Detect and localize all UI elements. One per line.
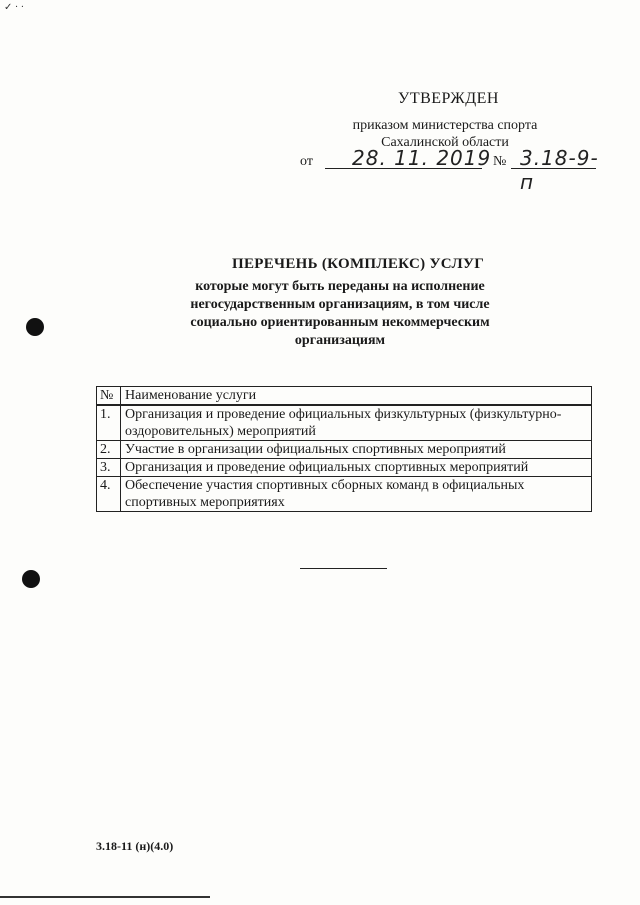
document-code: 3.18-11 (н)(4.0) [96, 839, 174, 853]
bottom-scan-rule [0, 896, 210, 898]
table-row [97, 441, 592, 459]
row-service-name: Организация и проведение официальных спортивных мероприятий [121, 459, 592, 477]
subtitle-line-2: негосударственным организациям, в том числе [190, 297, 490, 312]
row-number: 3. [97, 459, 121, 477]
number-prefix: № [493, 154, 507, 169]
order-line-2: Сахалинской области [381, 135, 509, 150]
subtitle-line-4: организациям [294, 333, 386, 348]
row-number: 1. [97, 405, 121, 441]
order-line-1: приказом министерства спорта [352, 118, 538, 133]
row-number: 2. [97, 441, 121, 459]
table-row [97, 459, 592, 477]
row-service-name: Обеспечение участия спортивных сборных команд в официальных спортивных мероприятиях [121, 477, 592, 512]
punch-hole-top [26, 318, 44, 336]
scan-marks: ✓ · · [4, 2, 25, 13]
header-service-name: Наименование услуги [121, 387, 592, 406]
row-service-name: Участие в организации официальных спортивных мероприятий [121, 441, 592, 459]
table-row [97, 477, 592, 512]
header-number: № [97, 387, 121, 406]
row-number: 4. [97, 477, 121, 512]
services-table [96, 386, 592, 512]
punch-hole-bottom [22, 570, 40, 588]
subtitle-line-3: социально ориентированным некоммерческим [190, 315, 490, 330]
date-prefix: от [300, 154, 313, 169]
document-subtitle [170, 278, 510, 350]
order-date-number-row [300, 146, 600, 194]
end-of-document-rule [300, 568, 387, 569]
table-row [97, 405, 592, 441]
subtitle-line-1: которые могут быть переданы на исполнение [195, 279, 485, 294]
row-service-name: Организация и проведение официальных физкультурных (физкультурно-оздоровительных) мероприятий [121, 405, 592, 441]
handwritten-date: 28. 11. 2019 [352, 146, 492, 170]
table-header-row [97, 387, 592, 406]
handwritten-number: 3.18-9-п [520, 146, 599, 194]
document-title: ПЕРЕЧЕНЬ (КОМПЛЕКС) УСЛУГ [232, 256, 485, 272]
approved-stamp-label: УТВЕРЖДЕН [398, 90, 499, 107]
